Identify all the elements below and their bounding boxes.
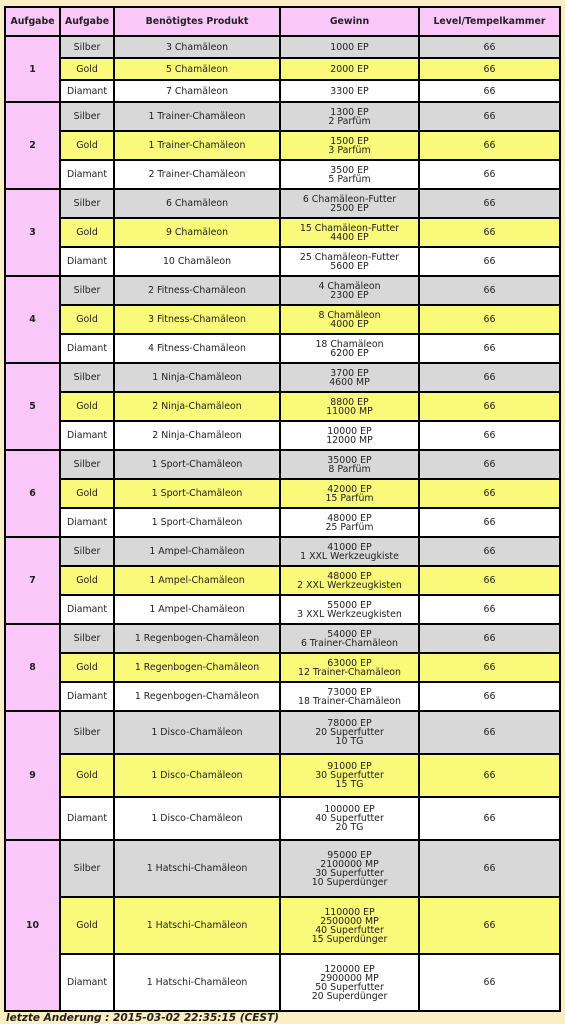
task-tier: Diamant bbox=[60, 682, 114, 711]
task-tier: Diamant bbox=[60, 160, 114, 189]
level-value: 66 bbox=[419, 189, 560, 218]
table-row bbox=[5, 595, 560, 624]
reward-cell bbox=[280, 80, 419, 102]
reward-line: 1500 EP bbox=[330, 135, 369, 147]
reward-line: 8 Parfüm bbox=[328, 463, 371, 475]
task-tier: Silber bbox=[60, 102, 114, 131]
reward-line: 4600 MP bbox=[329, 376, 370, 388]
task-tier: Silber bbox=[60, 711, 114, 754]
reward-cell bbox=[280, 954, 419, 1011]
reward-line: 18 Trainer-Chamäleon bbox=[298, 695, 401, 707]
level-value: 66 bbox=[419, 682, 560, 711]
reward-line: 40 Superfutter bbox=[315, 924, 384, 936]
reward-line: 3 XXL Werkzeugkisten bbox=[297, 608, 402, 620]
level-value: 66 bbox=[419, 897, 560, 954]
reward-line: 12000 MP bbox=[326, 434, 373, 446]
reward-line: 50 Superfutter bbox=[315, 981, 384, 993]
level-value: 66 bbox=[419, 624, 560, 653]
reward-cell bbox=[280, 653, 419, 682]
table-row bbox=[5, 58, 560, 80]
task-number: 8 bbox=[5, 624, 60, 711]
table-row bbox=[5, 653, 560, 682]
task-tier: Diamant bbox=[60, 797, 114, 840]
task-number: 3 bbox=[5, 189, 60, 276]
reward-cell bbox=[280, 508, 419, 537]
reward-line: 20 TG bbox=[335, 822, 364, 833]
required-product: 3 Fitness-Chamäleon bbox=[114, 305, 280, 334]
reward-line: 2100000 MP bbox=[320, 858, 379, 870]
required-product: 3 Chamäleon bbox=[114, 36, 280, 58]
level-value: 66 bbox=[419, 840, 560, 897]
task-tier: Diamant bbox=[60, 80, 114, 102]
table-row bbox=[5, 479, 560, 508]
table-row bbox=[5, 797, 560, 840]
reward-line: 110000 EP bbox=[324, 906, 375, 918]
reward-cell bbox=[280, 334, 419, 363]
level-value: 66 bbox=[419, 711, 560, 754]
reward-line: 8800 EP bbox=[330, 396, 369, 408]
table-row bbox=[5, 247, 560, 276]
level-value: 66 bbox=[419, 479, 560, 508]
reward-line: 2300 EP bbox=[330, 289, 369, 301]
level-value: 66 bbox=[419, 421, 560, 450]
reward-cell bbox=[280, 102, 419, 131]
table-row bbox=[5, 131, 560, 160]
task-tier: Silber bbox=[60, 36, 114, 58]
level-value: 66 bbox=[419, 450, 560, 479]
required-product: 5 Chamäleon bbox=[114, 58, 280, 80]
required-product: 1 Ninja-Chamäleon bbox=[114, 363, 280, 392]
task-tier: Gold bbox=[60, 58, 114, 80]
required-product: 1 Hatschi-Chamäleon bbox=[114, 954, 280, 1011]
reward-cell bbox=[280, 247, 419, 276]
level-value: 66 bbox=[419, 80, 560, 102]
reward-cell bbox=[280, 131, 419, 160]
task-number: 9 bbox=[5, 711, 60, 840]
reward-line: 78000 EP bbox=[327, 718, 372, 729]
reward-line: 11000 MP bbox=[326, 405, 373, 417]
level-value: 66 bbox=[419, 160, 560, 189]
required-product: 9 Chamäleon bbox=[114, 218, 280, 247]
required-product: 1 Disco-Chamäleon bbox=[114, 711, 280, 754]
reward-cell bbox=[280, 754, 419, 797]
task-tier: Gold bbox=[60, 392, 114, 421]
reward-line: 15 Superdünger bbox=[311, 933, 388, 945]
reward-line: 48000 EP bbox=[327, 512, 372, 524]
required-product: 1 Regenbogen-Chamäleon bbox=[114, 682, 280, 711]
reward-line: 3 Parfüm bbox=[328, 144, 371, 156]
table-row bbox=[5, 276, 560, 305]
reward-line: 4400 EP bbox=[330, 231, 369, 243]
reward-line: 2900000 MP bbox=[320, 972, 379, 984]
reward-line: 35000 EP bbox=[327, 454, 372, 466]
reward-cell bbox=[280, 58, 419, 80]
required-product: 1 Sport-Chamäleon bbox=[114, 508, 280, 537]
table-row bbox=[5, 954, 560, 1011]
reward-cell bbox=[280, 450, 419, 479]
reward-line: 120000 EP bbox=[324, 963, 375, 975]
required-product: 1 Ampel-Chamäleon bbox=[114, 537, 280, 566]
task-tier: Gold bbox=[60, 218, 114, 247]
task-tier: Diamant bbox=[60, 508, 114, 537]
table-row bbox=[5, 711, 560, 754]
reward-line: 42000 EP bbox=[327, 483, 372, 495]
level-value: 66 bbox=[419, 247, 560, 276]
table-row bbox=[5, 840, 560, 897]
task-tier: Silber bbox=[60, 537, 114, 566]
header-aufgabe-tier: Aufgabe bbox=[60, 7, 114, 36]
reward-cell bbox=[280, 797, 419, 840]
reward-line: 1000 EP bbox=[330, 41, 369, 53]
table-row bbox=[5, 102, 560, 131]
required-product: 2 Trainer-Chamäleon bbox=[114, 160, 280, 189]
required-product: 10 Chamäleon bbox=[114, 247, 280, 276]
reward-line: 2 Parfüm bbox=[328, 115, 371, 127]
level-value: 66 bbox=[419, 102, 560, 131]
reward-cell bbox=[280, 897, 419, 954]
reward-cell bbox=[280, 479, 419, 508]
reward-line: 4 Chamäleon bbox=[318, 280, 381, 292]
reward-line: 6 Chamäleon-Futter bbox=[302, 193, 397, 205]
task-tier: Silber bbox=[60, 624, 114, 653]
task-tier: Gold bbox=[60, 897, 114, 954]
required-product: 2 Ninja-Chamäleon bbox=[114, 421, 280, 450]
task-tier: Silber bbox=[60, 276, 114, 305]
level-value: 66 bbox=[419, 276, 560, 305]
reward-cell bbox=[280, 276, 419, 305]
reward-line: 1 XXL Werkzeugkiste bbox=[300, 550, 399, 562]
task-number: 6 bbox=[5, 450, 60, 537]
reward-line: 48000 EP bbox=[327, 570, 372, 582]
level-value: 66 bbox=[419, 305, 560, 334]
task-number: 1 bbox=[5, 36, 60, 102]
reward-line: 8 Chamäleon bbox=[318, 309, 381, 321]
table-row bbox=[5, 392, 560, 421]
reward-line: 1300 EP bbox=[330, 106, 369, 118]
task-number: 10 bbox=[5, 840, 60, 1011]
table-header bbox=[5, 7, 560, 36]
reward-cell bbox=[280, 840, 419, 897]
level-value: 66 bbox=[419, 334, 560, 363]
reward-line: 18 Chamäleon bbox=[315, 338, 384, 350]
reward-line: 5 Parfüm bbox=[328, 173, 371, 185]
level-value: 66 bbox=[419, 797, 560, 840]
table-body bbox=[5, 36, 560, 1011]
reward-line: 10000 EP bbox=[327, 425, 372, 437]
table-row bbox=[5, 421, 560, 450]
reward-line: 3300 EP bbox=[330, 85, 369, 97]
required-product: 2 Fitness-Chamäleon bbox=[114, 276, 280, 305]
reward-cell bbox=[280, 537, 419, 566]
task-tier: Gold bbox=[60, 131, 114, 160]
required-product: 4 Fitness-Chamäleon bbox=[114, 334, 280, 363]
task-tier: Gold bbox=[60, 305, 114, 334]
required-product: 1 Sport-Chamäleon bbox=[114, 479, 280, 508]
table-row bbox=[5, 508, 560, 537]
required-product: 1 Sport-Chamäleon bbox=[114, 450, 280, 479]
reward-line: 20 Superdünger bbox=[311, 990, 388, 1002]
required-product: 1 Regenbogen-Chamäleon bbox=[114, 624, 280, 653]
reward-line: 6200 EP bbox=[330, 347, 369, 359]
task-number: 5 bbox=[5, 363, 60, 450]
task-tier: Gold bbox=[60, 754, 114, 797]
reward-line: 55000 EP bbox=[327, 599, 372, 611]
required-product: 1 Ampel-Chamäleon bbox=[114, 566, 280, 595]
reward-cell bbox=[280, 624, 419, 653]
level-value: 66 bbox=[419, 653, 560, 682]
required-product: 1 Trainer-Chamäleon bbox=[114, 102, 280, 131]
reward-line: 4000 EP bbox=[330, 318, 369, 330]
required-product: 2 Ninja-Chamäleon bbox=[114, 392, 280, 421]
header-level: Level/Tempelkammer bbox=[419, 7, 560, 36]
reward-line: 20 Superfutter bbox=[315, 727, 384, 738]
level-value: 66 bbox=[419, 363, 560, 392]
level-value: 66 bbox=[419, 566, 560, 595]
table-row bbox=[5, 537, 560, 566]
table-row bbox=[5, 36, 560, 58]
table-row bbox=[5, 160, 560, 189]
tasks-table bbox=[4, 6, 561, 1012]
reward-line: 54000 EP bbox=[327, 628, 372, 640]
header-required-product: Benötigtes Produkt bbox=[114, 7, 280, 36]
table-row bbox=[5, 450, 560, 479]
task-tier: Silber bbox=[60, 189, 114, 218]
level-value: 66 bbox=[419, 754, 560, 797]
required-product: 1 Hatschi-Chamäleon bbox=[114, 840, 280, 897]
reward-cell bbox=[280, 305, 419, 334]
reward-cell bbox=[280, 421, 419, 450]
task-tier: Silber bbox=[60, 450, 114, 479]
required-product: 1 Ampel-Chamäleon bbox=[114, 595, 280, 624]
table-row bbox=[5, 363, 560, 392]
required-product: 1 Regenbogen-Chamäleon bbox=[114, 653, 280, 682]
level-value: 66 bbox=[419, 36, 560, 58]
task-tier: Diamant bbox=[60, 334, 114, 363]
reward-line: 2500000 MP bbox=[320, 915, 379, 927]
reward-line: 15 TG bbox=[335, 779, 364, 790]
task-number: 2 bbox=[5, 102, 60, 189]
reward-line: 10 TG bbox=[335, 736, 364, 747]
level-value: 66 bbox=[419, 218, 560, 247]
task-tier: Silber bbox=[60, 840, 114, 897]
table-row bbox=[5, 682, 560, 711]
reward-line: 12 Trainer-Chamäleon bbox=[298, 666, 401, 678]
reward-line: 5600 EP bbox=[330, 260, 369, 272]
reward-cell bbox=[280, 682, 419, 711]
table-row bbox=[5, 305, 560, 334]
table-row bbox=[5, 189, 560, 218]
table-row bbox=[5, 218, 560, 247]
level-value: 66 bbox=[419, 508, 560, 537]
reward-line: 3500 EP bbox=[330, 164, 369, 176]
level-value: 66 bbox=[419, 537, 560, 566]
task-tier: Diamant bbox=[60, 247, 114, 276]
required-product: 1 Disco-Chamäleon bbox=[114, 797, 280, 840]
level-value: 66 bbox=[419, 392, 560, 421]
reward-cell bbox=[280, 36, 419, 58]
level-value: 66 bbox=[419, 58, 560, 80]
table-row bbox=[5, 334, 560, 363]
required-product: 6 Chamäleon bbox=[114, 189, 280, 218]
table-row bbox=[5, 754, 560, 797]
reward-line: 40 Superfutter bbox=[315, 813, 384, 824]
reward-line: 25 Parfüm bbox=[325, 521, 374, 533]
reward-line: 91000 EP bbox=[327, 761, 372, 772]
reward-line: 15 Parfüm bbox=[325, 492, 374, 504]
task-number: 7 bbox=[5, 537, 60, 624]
last-modified: letzte Änderung : 2015-03-02 22:35:15 (CEST) bbox=[6, 1012, 279, 1024]
table-row bbox=[5, 566, 560, 595]
table-row bbox=[5, 897, 560, 954]
reward-line: 95000 EP bbox=[327, 849, 372, 861]
reward-line: 2500 EP bbox=[330, 202, 369, 214]
task-tier: Silber bbox=[60, 363, 114, 392]
task-tier: Gold bbox=[60, 566, 114, 595]
tasks-table-wrapper bbox=[4, 6, 561, 1012]
reward-line: 73000 EP bbox=[327, 686, 372, 698]
reward-cell bbox=[280, 711, 419, 754]
reward-line: 2000 EP bbox=[330, 63, 369, 75]
required-product: 7 Chamäleon bbox=[114, 80, 280, 102]
reward-line: 2 XXL Werkzeugkisten bbox=[297, 579, 402, 591]
reward-cell bbox=[280, 392, 419, 421]
reward-cell bbox=[280, 218, 419, 247]
task-tier: Diamant bbox=[60, 421, 114, 450]
reward-line: 6 Trainer-Chamäleon bbox=[300, 637, 398, 649]
required-product: 1 Hatschi-Chamäleon bbox=[114, 897, 280, 954]
reward-line: 25 Chamäleon-Futter bbox=[299, 251, 400, 263]
reward-line: 100000 EP bbox=[324, 804, 375, 815]
header-aufgabe-number: Aufgabe bbox=[5, 7, 60, 36]
reward-cell bbox=[280, 363, 419, 392]
task-tier: Diamant bbox=[60, 954, 114, 1011]
task-number: 4 bbox=[5, 276, 60, 363]
reward-line: 41000 EP bbox=[327, 541, 372, 553]
level-value: 66 bbox=[419, 595, 560, 624]
task-tier: Gold bbox=[60, 653, 114, 682]
level-value: 66 bbox=[419, 954, 560, 1011]
task-tier: Gold bbox=[60, 479, 114, 508]
reward-line: 63000 EP bbox=[327, 657, 372, 669]
header-reward: Gewinn bbox=[280, 7, 419, 36]
reward-cell bbox=[280, 189, 419, 218]
reward-cell bbox=[280, 160, 419, 189]
reward-cell bbox=[280, 566, 419, 595]
reward-line: 30 Superfutter bbox=[315, 867, 384, 879]
required-product: 1 Disco-Chamäleon bbox=[114, 754, 280, 797]
reward-line: 10 Superdünger bbox=[311, 876, 388, 888]
level-value: 66 bbox=[419, 131, 560, 160]
task-tier: Diamant bbox=[60, 595, 114, 624]
reward-line: 30 Superfutter bbox=[315, 770, 384, 781]
required-product: 1 Trainer-Chamäleon bbox=[114, 131, 280, 160]
table-row bbox=[5, 80, 560, 102]
reward-cell bbox=[280, 595, 419, 624]
reward-line: 3700 EP bbox=[330, 367, 369, 379]
table-row bbox=[5, 624, 560, 653]
reward-line: 15 Chamäleon-Futter bbox=[299, 222, 400, 234]
